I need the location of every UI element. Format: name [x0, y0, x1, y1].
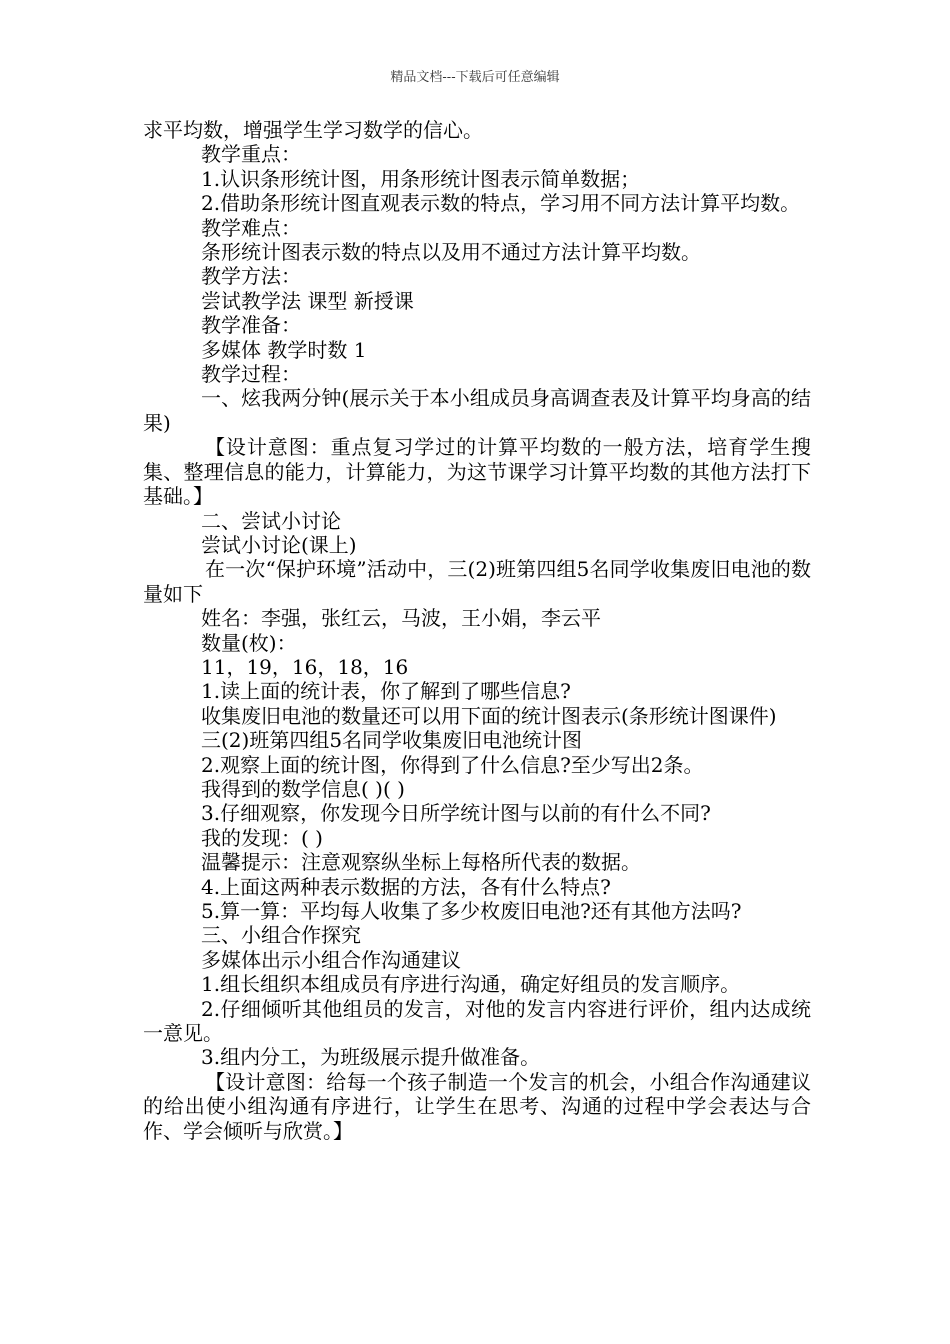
section-heading: 教学方法：	[201, 264, 301, 289]
document-body	[143, 118, 811, 1143]
paragraph: 数量(枚)：	[201, 630, 297, 655]
paragraph: 我得到的数学信息( )( )	[201, 776, 405, 801]
paragraph: 姓名：李强，张红云，马波，王小娟，李云平	[201, 606, 601, 631]
paragraph: 条形统计图表示数的特点以及用不通过方法计算平均数。	[201, 240, 701, 265]
paragraph: 在一次“保护环境”活动中，三(2)班第四组5名同学收集废旧电池的数量如下	[143, 557, 811, 606]
paragraph: 3.仔细观察，你发现今日所学统计图与以前的有什么不同?	[201, 801, 711, 826]
paragraph: 3.组内分工，为班级展示提升做准备。	[201, 1045, 541, 1070]
paragraph: 11，19，16，18，16	[201, 654, 409, 679]
paragraph: 2.仔细倾听其他组员的发言，对他的发言内容进行评价，组内达成统一意见。	[143, 996, 811, 1046]
paragraph: 求平均数，增强学生学习数学的信心。	[143, 118, 483, 142]
paragraph: 尝试教学法 课型 新授课	[201, 288, 414, 313]
design-intent-note: 【设计意图：重点复习学过的计算平均数的一般方法，培育学生搜集、整理信息的能力，计算能力，为这节课学习计算平均数的其他方法打下基础。】	[143, 435, 811, 509]
paragraph: 收集废旧电池的数量还可以用下面的统计图表示(条形统计图课件)	[201, 703, 777, 728]
paragraph: 1.读上面的统计表，你了解到了哪些信息?	[201, 679, 571, 704]
paragraph: 三(2)班第四组5名同学收集废旧电池统计图	[201, 728, 583, 753]
paragraph: 1.认识条形统计图，用条形统计图表示简单数据；	[201, 166, 641, 191]
section-heading: 三、小组合作探究	[201, 923, 361, 948]
paragraph: 一、炫我两分钟(展示关于本小组成员身高调查表及计算平均身高的结果)	[143, 386, 811, 435]
section-heading: 教学过程：	[201, 362, 301, 387]
design-intent-note: 【设计意图：给每一个孩子制造一个发言的机会，小组合作沟通建议的给出使小组沟通有序进行，让学生在思考、沟通的过程中学会表达与合作、学会倾听与欣赏。】	[143, 1069, 811, 1143]
paragraph: 多媒体 教学时数 1	[201, 337, 367, 362]
paragraph: 2.观察上面的统计图，你得到了什么信息?至少写出2条。	[201, 752, 704, 777]
paragraph: 4.上面这两种表示数据的方法，各有什么特点?	[201, 874, 611, 899]
paragraph: 我的发现：( )	[201, 825, 323, 850]
section-heading: 教学准备：	[201, 313, 301, 338]
paragraph: 1.组长组织本组成员有序进行沟通，确定好组员的发言顺序。	[201, 972, 741, 997]
section-heading: 教学难点：	[201, 215, 301, 240]
paragraph: 温馨提示：注意观察纵坐标上每格所代表的数据。	[201, 850, 641, 875]
section-heading: 教学重点：	[201, 142, 301, 167]
paragraph: 2.借助条形统计图直观表示数的特点，学习用不同方法计算平均数。	[201, 191, 801, 216]
section-heading: 二、尝试小讨论	[201, 508, 341, 533]
paragraph: 多媒体出示小组合作沟通建议	[201, 947, 461, 972]
page-header: 精品文档---下载后可任意编辑	[390, 70, 560, 85]
paragraph: 5.算一算：平均每人收集了多少枚废旧电池?还有其他方法吗?	[201, 899, 742, 923]
paragraph: 尝试小讨论(课上)	[201, 532, 357, 557]
